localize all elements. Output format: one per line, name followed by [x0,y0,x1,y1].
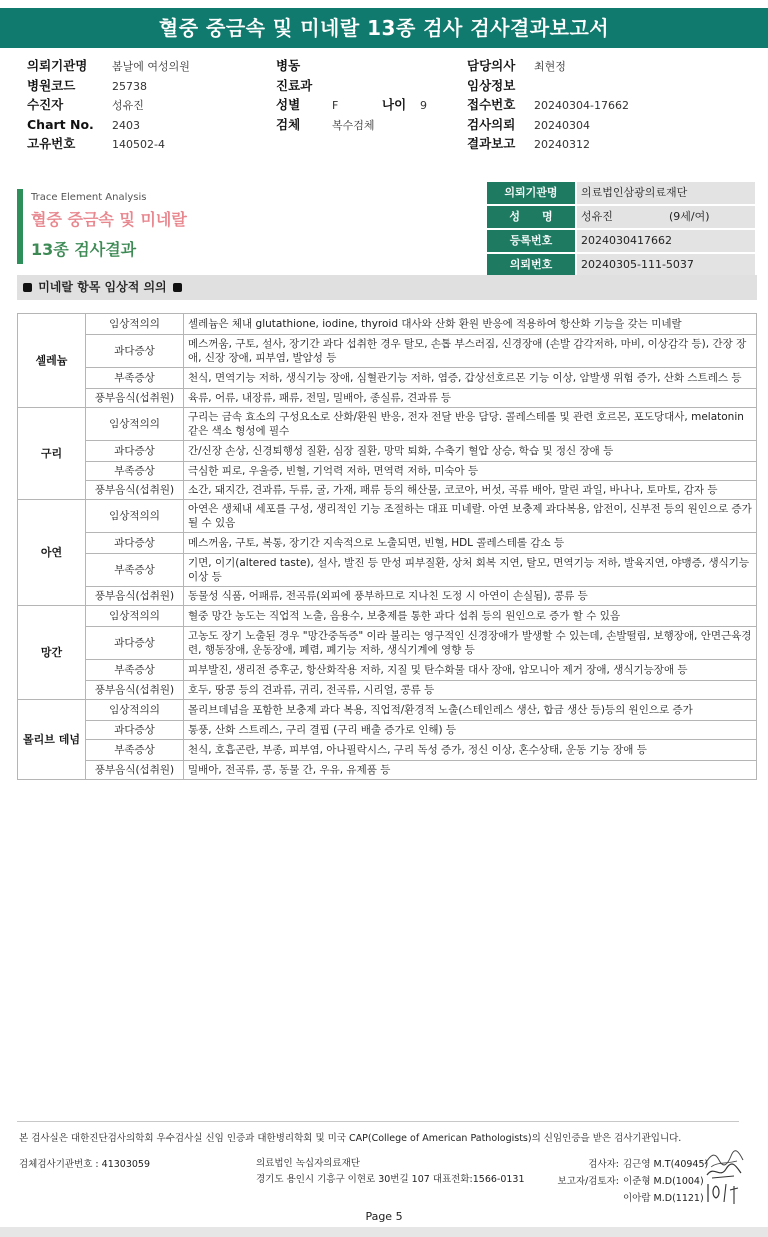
info-column-3 [467,56,629,154]
row-description: 호두, 땅콩 등의 견과류, 귀리, 전곡류, 시리얼, 콩류 등 [184,681,757,700]
staff-role [555,1190,623,1207]
summary-value-cell [577,206,755,228]
info-row [467,76,629,96]
row-description: 메스꺼움, 구토, 설사, 장기간 과다 섭취한 경우 탈모, 손톱 부스러짐, 신경장애 (손발 감각저하, 마비, 이상감각 등), 간장 장애, 신장 장애, 피부염, 발암성 등 [184,335,757,368]
info-label: 고유번호 [27,136,76,151]
table-row [18,587,757,606]
footer-divider [17,1121,739,1122]
table-row [18,462,757,481]
row-category: 풍부음식(섭취원) [86,587,184,606]
table-row [18,500,757,533]
info-column-2 [276,56,427,134]
info-row [276,95,427,115]
info-row [27,95,190,115]
row-description: 메스꺼움, 구토, 복통, 장기간 지속적으로 노출되면, 빈혈, HDL 콜레스테롤 감소 등 [184,533,757,554]
page-number: Page 5 [365,1210,403,1223]
lab-staff [555,1156,755,1207]
row-description: 간/신장 손상, 신경퇴행성 질환, 심장 질환, 망막 퇴화, 수축기 혈압 상승, 학습 및 정신 장애 등 [184,441,757,462]
row-category: 과다증상 [86,627,184,660]
table-row [18,314,757,335]
info-value: 20240304 [534,118,590,132]
row-description: 육류, 어류, 내장류, 패류, 전밀, 밀배아, 종실류, 견과류 등 [184,389,757,408]
row-category: 부족증상 [86,660,184,681]
info-value: F [332,99,339,112]
table-row [18,441,757,462]
info-value: 20240312 [534,138,590,151]
staff-row [555,1156,755,1173]
patient-summary-row [487,254,755,276]
info-value: 9 [420,99,427,112]
row-category: 부족증상 [86,462,184,481]
info-label: 나이 [382,97,407,112]
table-row [18,481,757,500]
info-value: 봄날에 여성의원 [112,60,190,73]
summary-value: 20240305-111-5037 [577,254,755,276]
table-row [18,554,757,587]
info-value: 최현정 [534,60,566,73]
summary-value: 성유진 [581,210,613,223]
table-row [18,533,757,554]
summary-value: 의료법인삼광의료재단 [577,182,755,204]
mineral-name: 몰리브 데넘 [18,700,86,780]
staff-row [555,1190,755,1207]
section-title: 미네랄 항목 임상적 의의 [38,280,167,294]
info-label: 검체 [276,116,301,132]
row-category: 임상적의의 [86,700,184,721]
report-title: 혈중 중금속 및 미네랄 13종 검사 검사결과보고서 [0,8,768,48]
report-heading-line1: 혈중 중금속 및 미네랄 [31,210,187,229]
info-label: Chart No. [27,116,94,132]
row-category: 과다증상 [86,533,184,554]
staff-name: 이준형 M.D(1004) [623,1176,704,1187]
accreditation-note: 본 검사실은 대한진단검사의학회 우수검사실 신임 인증과 대한병리학회 및 미국 CAP(College of American Pathologists)의 신임인증을 받은 검사기관입니다. [19,1133,682,1144]
table-row [18,627,757,660]
lab-registration-number: 검체검사기관번호 : 41303059 [19,1159,151,1170]
lab-name: 의료법인 녹십자의료재단 [256,1158,360,1169]
mineral-name: 구리 [18,408,86,500]
row-description: 소간, 돼지간, 견과류, 두류, 굴, 가재, 패류 등의 해산물, 코코아, 버섯, 곡류 배아, 말린 과일, 바나나, 토마토, 감자 등 [184,481,757,500]
table-row [18,389,757,408]
mineral-name: 셀레늄 [18,314,86,408]
row-category: 임상적의의 [86,314,184,335]
row-description: 셀레늄은 체내 glutathione, iodine, thyroid 대사와 산화 환원 반응에 적용하여 항산화 기능을 갖는 미네랄 [184,314,757,335]
patient-summary-row [487,230,755,252]
info-row [27,56,190,76]
staff-name: 김근영 M.T(40945) [623,1159,709,1170]
patient-summary-box [487,182,755,278]
section-header [17,275,757,300]
summary-extra: (9세/여) [669,210,710,223]
row-description: 천식, 면역기능 저하, 생식기능 장애, 심혈관기능 저하, 염증, 갑상선호르몬 기능 이상, 암발생 위험 증가, 산화 스트레스 등 [184,368,757,389]
info-row [467,134,629,154]
table-row [18,660,757,681]
table-row [18,606,757,627]
report-heading-line2: 13종 검사결과 [31,240,137,259]
row-description: 기면, 이기(altered taste), 설사, 발진 등 만성 피부질환, 상처 회복 지연, 탈모, 면역기능 저하, 발육지연, 야맹증, 생식기능 이상 등 [184,554,757,587]
table-row [18,368,757,389]
staff-name: 이아람 M.D(1121) [623,1193,704,1204]
staff-role: 검사자: [588,1159,619,1170]
row-category: 과다증상 [86,441,184,462]
info-value: 2403 [112,118,140,132]
info-row [27,134,190,154]
patient-summary-row [487,206,755,228]
row-description: 몰리브데넘을 포함한 보충제 과다 복용, 직업적/환경적 노출(스테인레스 생산, 합금 생산 등)등의 원인으로 증가 [184,700,757,721]
patient-summary-row [487,182,755,204]
bottom-band [0,1227,768,1237]
staff-row [555,1173,755,1190]
row-category: 풍부음식(섭취원) [86,481,184,500]
info-row [276,76,427,96]
info-label: 진료과 [276,77,313,93]
info-column-1 [27,56,190,154]
info-row [276,115,427,135]
row-category: 부족증상 [86,368,184,389]
row-category: 과다증상 [86,721,184,740]
row-category: 풍부음식(섭취원) [86,761,184,780]
table-row [18,335,757,368]
summary-label: 의뢰번호 [487,254,575,276]
row-category: 부족증상 [86,554,184,587]
info-label: 의뢰기관명 [27,58,88,73]
row-description: 통풍, 산화 스트레스, 구리 결핍 (구리 배출 증가로 인해) 등 [184,721,757,740]
info-label: 담당의사 [467,58,516,73]
row-category: 풍부음식(섭취원) [86,681,184,700]
row-description: 극심한 피로, 우울증, 빈혈, 기억력 저하, 면역력 저하, 미숙아 등 [184,462,757,481]
table-row [18,761,757,780]
row-description: 구리는 금속 효소의 구성요소로 산화/환원 반응, 전자 전달 반응 담당. 콜레스테롤 및 관련 호르몬, 포도당대사, melatonin 같은 색소 형성에 필수 [184,408,757,441]
info-row [467,95,629,115]
row-description: 고농도 장기 노출된 경우 "망간중독증" 이라 불리는 영구적인 신경장애가 발생할 수 있는데, 손발떨림, 보행장애, 안면근육경련, 행동장애, 운동장애, 폐렴, 폐기능 저하, 생식기계에 영향 등 [184,627,757,660]
report-header [17,189,217,264]
info-label: 성별 [276,97,301,112]
summary-label: 등록번호 [487,230,575,252]
report-subtitle: Trace Element Analysis [31,192,147,203]
row-description: 동물성 식품, 어패류, 전곡류(외피에 풍부하므로 지나친 도정 시 아연이 손실됨), 콩류 등 [184,587,757,606]
info-label: 검사의뢰 [467,116,516,132]
info-row [467,56,629,76]
row-description: 천식, 호흡곤란, 부종, 피부염, 아나필락시스, 구리 독성 증가, 정신 이상, 혼수상태, 운동 기능 장애 등 [184,740,757,761]
info-value: 25738 [112,79,147,93]
lab-address: 경기도 용인시 기흥구 이현로 30번길 107 대표전화:1566-0131 [256,1174,525,1185]
info-value: 복수검체 [332,118,375,132]
summary-value: 2024030417662 [577,230,755,252]
row-description: 피부발진, 생리전 증후군, 항산화작용 저하, 지질 및 탄수화물 대사 장애, 암모니아 제거 장애, 생식기능장애 등 [184,660,757,681]
mineral-name: 아연 [18,500,86,606]
info-row [27,76,190,96]
mineral-name: 망간 [18,606,86,700]
info-label: 병원코드 [27,77,76,93]
info-value: 성유진 [112,99,144,112]
row-category: 부족증상 [86,740,184,761]
square-bullet-icon [23,283,32,292]
info-row [467,115,629,135]
info-label: 결과보고 [467,136,516,151]
lab-organization [256,1156,525,1188]
table-row [18,700,757,721]
table-row [18,408,757,441]
info-label: 임상정보 [467,77,516,93]
table-row [18,721,757,740]
info-value: 140502-4 [112,138,165,151]
square-bullet-icon [173,283,182,292]
info-row [27,115,190,135]
staff-role: 보고자/검토자: [557,1176,619,1187]
row-category: 임상적의의 [86,408,184,441]
row-description: 밀배아, 전곡류, 콩, 동물 간, 우유, 유제품 등 [184,761,757,780]
row-category: 임상적의의 [86,500,184,533]
mineral-table [17,313,757,780]
info-label: 수진자 [27,97,64,112]
table-row [18,681,757,700]
info-label: 접수번호 [467,97,516,112]
row-category: 임상적의의 [86,606,184,627]
info-row [276,56,427,76]
info-label: 병동 [276,58,301,73]
info-value: 20240304-17662 [534,99,629,112]
row-category: 과다증상 [86,335,184,368]
row-description: 혈중 망간 농도는 직업적 노출, 음용수, 보충제를 통한 과다 섭취 등의 원인으로 증가 할 수 있음 [184,606,757,627]
summary-label: 성 명 [487,206,575,228]
summary-label: 의뢰기관명 [487,182,575,204]
row-category: 풍부음식(섭취원) [86,389,184,408]
row-description: 아연은 생체내 세포를 구성, 생리적인 기능 조절하는 대표 미네랄. 아연 보충제 과다복용, 암전이, 신부전 등의 원인으로 증가 될 수 있음 [184,500,757,533]
table-row [18,740,757,761]
